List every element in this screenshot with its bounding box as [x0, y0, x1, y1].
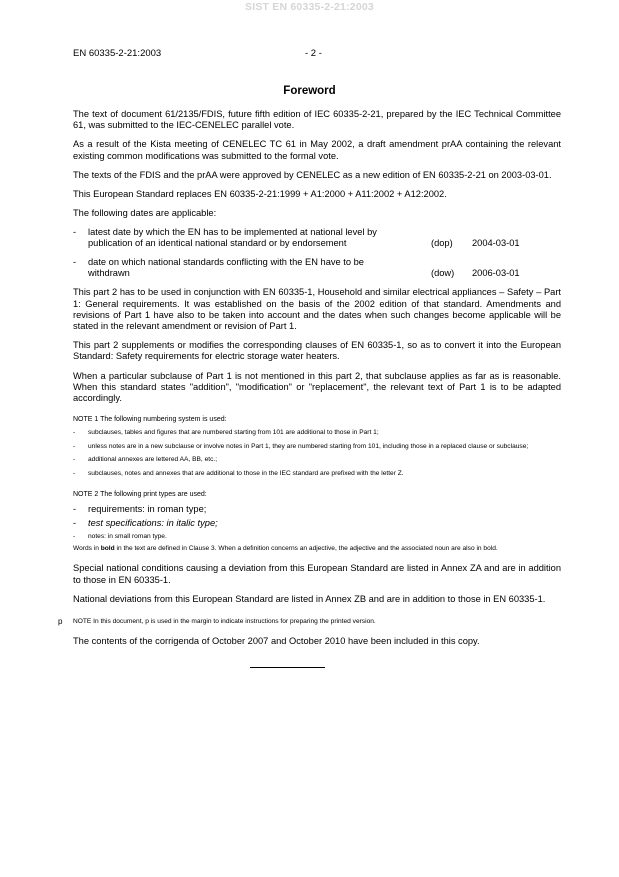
list-dash: - [73, 456, 76, 464]
paragraph: The text of document 61/2135/FDIS, future fifth edition of IEC 60335-2-21, prepared by the IEC Technical Committee 61, was submitted to the IEC-CENELEC parallel vote. [73, 109, 561, 131]
list-dash: - [73, 429, 76, 437]
date-value: 2006-03-01 [472, 267, 520, 278]
date-description: latest date by which the EN has to be implemented at national level by publication of an identical national standard or by endorsement [88, 227, 377, 248]
paragraph: Special national conditions causing a deviation from this European Standard are listed in Annex ZA and are in addition to those in EN 60335-1. [73, 563, 561, 585]
print-type-item [73, 504, 561, 515]
paragraph: As a result of the Kista meeting of CENELEC TC 61 in May 2002, a draft amendment prAA containing the relevant existing common modifications was submitted to the formal vote. [73, 139, 561, 161]
print-type-text: test specifications: in italic type; [88, 517, 218, 528]
paragraph: The following dates are applicable: [73, 208, 217, 219]
print-type-text: notes: in small roman type. [88, 532, 167, 540]
words-prefix: Words in [73, 544, 101, 552]
note1-item-text: unless notes are in a new subclause or involve notes in Part 1, they are numbered starting from 101, including those in a replaced clause or subclause; [88, 442, 529, 450]
paragraph: National deviations from this European Standard are listed in Annex ZB and are in addition to those in EN 60335-1. [73, 593, 546, 604]
note1-item [73, 470, 561, 479]
words-suffix: in the text are defined in Clause 3. When a definition concerns an adjective, the adjective and the associated noun are also in bold. [114, 544, 498, 552]
p-note-text: NOTE In this document, p is used in the margin to indicate instructions for preparing the printed version. [73, 618, 376, 626]
date-code: (dow) [431, 267, 455, 278]
note2-title: NOTE 2 The following print types are used: [73, 490, 207, 498]
list-dash: - [73, 470, 76, 478]
date-item [73, 257, 561, 278]
foreword-body [58, 109, 561, 668]
date-description: date on which national standards conflicting with the EN have to be withdrawn [88, 257, 364, 278]
date-value: 2004-03-01 [472, 237, 520, 248]
paragraph: This European Standard replaces EN 60335-2-21:1999 + A1:2000 + A11:2002 + A12:2002. [73, 189, 447, 200]
header-doc-id: EN 60335-2-21:2003 [73, 48, 162, 59]
note1-item-text: additional annexes are lettered AA, BB, etc.; [88, 456, 218, 464]
header-page-number: - 2 - [305, 48, 322, 59]
paragraph: The texts of the FDIS and the prAA were approved by CENELEC as a new edition of EN 60335-2-21 on 2003-03-01. [73, 169, 552, 180]
list-dash: - [73, 532, 76, 540]
note1-item [73, 443, 561, 452]
paragraph: This part 2 has to be used in conjunction with EN 60335-1, Household and similar electrical appliances – Safety – Part 1: General requirements. It was established on the basis of the 2002 edition of that standard. Amendments and revisions of Part 1 have also to be taken into account and the dates when such changes become applicable will be stated in the relevant amendment or revision of Part 1. [73, 287, 561, 332]
dates-list [73, 227, 561, 278]
date-code: (dop) [431, 237, 453, 248]
margin-marker: p [58, 617, 63, 627]
date-item [73, 227, 561, 248]
end-rule [250, 667, 325, 668]
words-bold: bold [100, 544, 115, 552]
list-dash: - [73, 257, 77, 268]
print-type-item [73, 518, 561, 529]
note1-item-text: subclauses, notes and annexes that are additional to those in the IEC standard are prefixed with the letter Z. [88, 470, 404, 478]
paragraph: When a particular subclause of Part 1 is not mentioned in this part 2, that subclause applies as far as is reasonable. When this standard states "addition", "modification" or "replacement", the relevant text of Part 1 is to be adapted accordingly. [73, 370, 561, 404]
p-note [58, 617, 561, 627]
page-title: Foreword [283, 85, 336, 97]
list-dash: - [73, 503, 77, 514]
note1-item-text: subclauses, tables and figures that are numbered starting from 101 are additional to those in Part 1; [88, 429, 379, 437]
note1-item [73, 429, 561, 438]
watermark: SIST EN 60335-2-21:2003 [245, 1, 374, 13]
list-dash: - [73, 442, 76, 450]
list-dash: - [73, 517, 77, 528]
bold-words-note [73, 545, 561, 554]
print-type-text: requirements: in roman type; [88, 503, 207, 514]
paragraph: This part 2 supplements or modifies the corresponding clauses of EN 60335-1, so as to convert it into the European Standard: Safety requirements for electric storage water heaters. [73, 340, 561, 362]
print-type-item [73, 532, 561, 541]
list-dash: - [73, 227, 77, 238]
note1-title: NOTE 1 The following numbering system is used: [73, 416, 227, 424]
note1-item [73, 456, 561, 465]
corrigenda-paragraph: The contents of the corrigenda of October 2007 and October 2010 have been included in this copy. [73, 636, 480, 647]
